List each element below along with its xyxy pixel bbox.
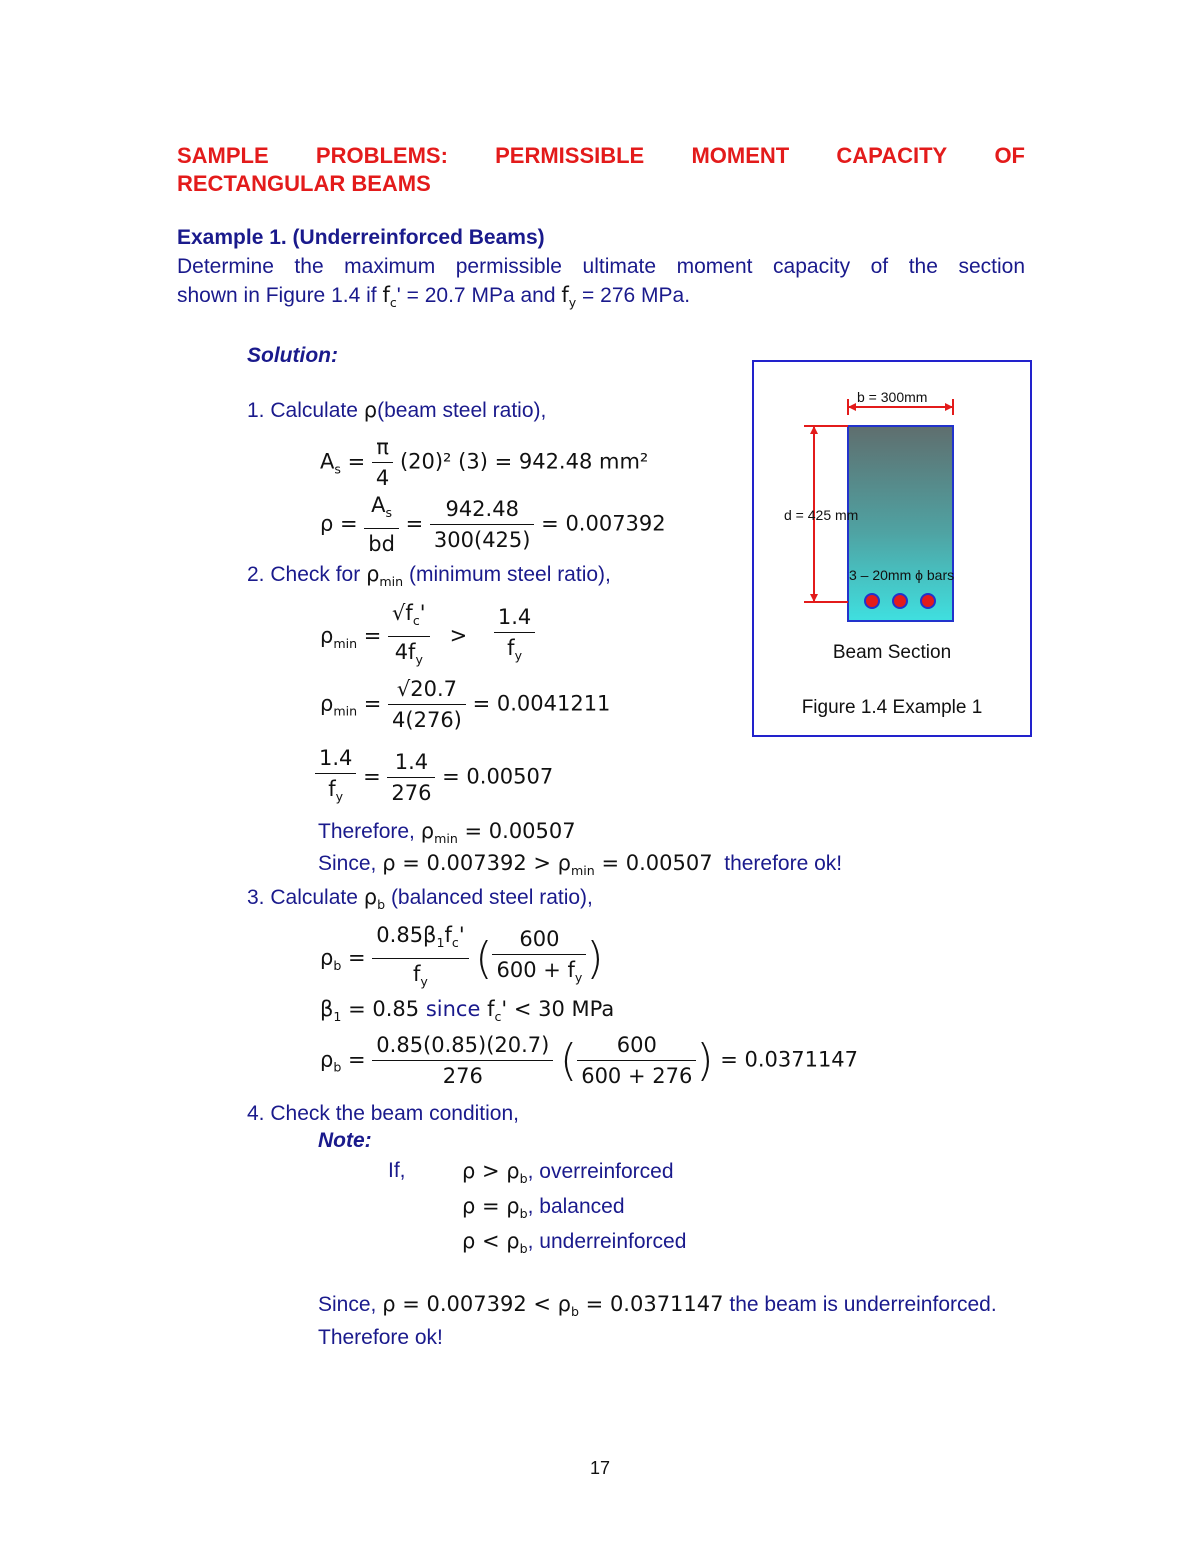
therefore-line: Therefore, $\rho_{min} = 0.00507$ (318, 819, 576, 847)
heading-word: SAMPLE (177, 143, 269, 168)
statement-line-2 (177, 281, 1025, 317)
therefore-ok: Therefore ok! (318, 1326, 443, 1349)
fy-value: = 276 MPa. (582, 284, 691, 307)
statement-text: shown in Figure 1.4 if (177, 284, 377, 307)
page-number: 17 (589, 1458, 611, 1478)
problem-statement (177, 252, 1025, 317)
statement-line-1: Determine the maximum permissible ultimate moment capacity of the section (177, 255, 1025, 278)
heading-word: MOMENT (691, 143, 790, 168)
fc-symbol: $f_c$ (382, 283, 397, 311)
heading-word: PERMISSIBLE (495, 143, 645, 168)
step-3: 3. Calculate $\rho_b$ (balanced steel ratio), (247, 885, 593, 913)
rebar-3 (921, 594, 935, 608)
beam-section-label: Beam Section (832, 642, 952, 663)
since-line-2: Since, $\rho = 0.007392 < \rho_b = 0.0371147$ the beam is underreinforced. (318, 1292, 997, 1320)
condition-over: $\rho > \rho_b$, overreinforced (462, 1159, 674, 1187)
rho-min-formula: $\rho_{min}$ = $\frac{√f_c'}{4f_y}$ > $\frac{1.4}{f_y}$ (320, 598, 535, 675)
rebar-2 (893, 594, 907, 608)
condition-under: $\rho < \rho_b$, underreinforced (462, 1229, 687, 1257)
figure-caption: Figure 1.4 Example 1 (801, 697, 983, 718)
heading-word: PROBLEMS: (315, 143, 448, 168)
fy-symbol: $f_y$ (561, 283, 577, 311)
fc-value: ' = 20.7 MPa and (396, 284, 556, 307)
beam-rect (848, 426, 953, 621)
rho-b-formula: $\rho_b$ = $\frac{0.85\beta_1f_c'}{f_y}$ ( $\frac{600}{600 + f_y}$ ) (320, 920, 604, 997)
example-title: Example 1. (Underreinforced Beams) (177, 226, 545, 249)
heading-word: CAPACITY (836, 143, 948, 168)
heading-line-1 (177, 142, 1025, 170)
condition-balanced: $\rho = \rho_b$, balanced (462, 1194, 625, 1222)
step-2: 2. Check for $\rho_{min}$ (minimum steel ratio), (247, 562, 611, 590)
b-label: b = 300mm (857, 389, 928, 405)
since-line-1: Since, $\rho = 0.007392 > \rho_{min} = 0.00507$ therefore ok! (318, 851, 843, 879)
note-label: Note: (318, 1129, 372, 1152)
rebar-1 (865, 594, 879, 608)
step-1: 1. Calculate ρ(beam steel ratio), (247, 398, 547, 422)
rho-min-numeric: $\rho_{min}$ = $\frac{√20.7}{4(276)}$ = 0.0041211 (320, 674, 610, 735)
heading-line-2: RECTANGULAR BEAMS (177, 171, 431, 196)
beta-line: $\beta_1 = 0.85$ since $f_c' < 30$ MPa (320, 997, 615, 1025)
one-point-four-check: $\frac{1.4}{f_y}$ = $\frac{1.4}{276}$ = 0.00507 (315, 743, 553, 812)
as-equation: $A_s$ = $\frac{\pi}{4}$ (20)² (3) = 942.48 mm² (320, 432, 648, 493)
step-4: 4. Check the beam condition, (247, 1102, 519, 1125)
bars-label: 3 – 20mm ϕ bars (849, 567, 955, 583)
heading-word: OF (994, 143, 1025, 168)
page-heading (177, 142, 1025, 198)
rho-b-numeric: $\rho_b$ = $\frac{0.85(0.85)(20.7)}{276}$ ( $\frac{600}{600 + 276}$ ) = 0.0371147 (320, 1030, 858, 1091)
rho-equation: ρ = $\frac{A_s}{bd}$ = $\frac{942.48}{300(425)}$ = 0.007392 (320, 490, 666, 559)
d-label: d = 425 mm (784, 507, 859, 523)
if-label: If, (388, 1159, 406, 1182)
figure-box (752, 360, 1032, 737)
solution-label: Solution: (247, 344, 338, 367)
